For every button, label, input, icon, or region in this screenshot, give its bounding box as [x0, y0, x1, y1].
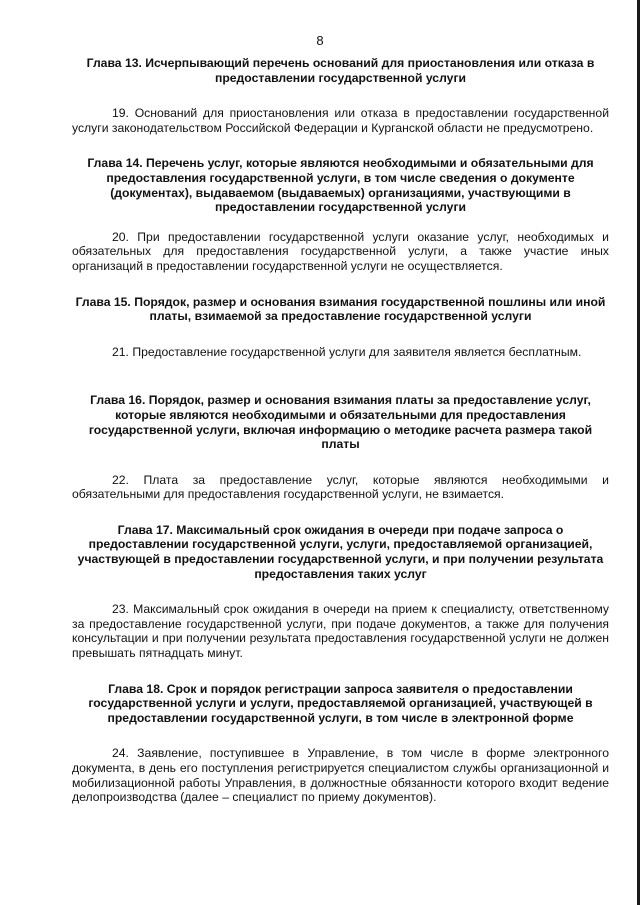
- paragraph-19: 19. Оснований для приостановления или отказа в предоставлении государственной услуги законодательством Российской Федерации и Курганской области не предусмотрено.: [72, 106, 609, 135]
- chapter-16-heading: Глава 16. Порядок, размер и основания взимания платы за предоставление услуг, которые являются необходимыми и обязательными для предоставления государственной услуги, включая информацию о методике расчета размера такой платы: [88, 393, 593, 452]
- chapter-18-heading: Глава 18. Срок и порядок регистрации запроса заявителя о предоставлении государственной услуги и услуги, предоставляемой организацией, участвующей в предоставлении государственной услуги, в том числе в электронной форме: [88, 681, 593, 725]
- page-number: 8: [316, 33, 324, 48]
- paragraph-24: 24. Заявление, поступившее в Управление, в том числе в форме электронного документа, в день его поступления регистрируется специалистом службы организационной и мобилизационной работы Управления, в должностные обязанности которого входит ведение делопроизводства (далее – специалист по приему документов).: [72, 746, 609, 805]
- paragraph-21: 21. Предоставление государственной услуги для заявителя является бесплатным.: [112, 344, 582, 359]
- paragraph-22: 22. Плата за предоставление услуг, которые являются необходимыми и обязательными для предоставления государственной услуги, не взимается.: [72, 472, 609, 502]
- chapter-17-heading: Глава 17. Максимальный срок ожидания в очереди при подаче запроса о предоставлении государственной услуги, услуги, предоставляемой организацией, участвующей в предоставлении государственной услуги, и при получении результата предоставления таких услуг: [77, 522, 604, 581]
- chapter-14-heading: Глава 14. Перечень услуг, которые являются необходимыми и обязательными для предоставления государственной услуги, в том числе сведения о документе (документах), выдаваемом (выдаваемых) организациями, участвующими в предоставлении государственной услуги: [87, 156, 594, 215]
- document-body: [72, 56, 609, 805]
- paragraph-23: 23. Максимальный срок ожидания в очереди на прием к специалисту, ответственному за предоставление государственной услуги, при подаче документов, а также для получения консультации и при получении результата предоставления государственной услуги не должен превышать пятнадцать минут.: [72, 602, 609, 661]
- chapter-13-heading: Глава 13. Исчерпывающий перечень оснований для приостановления или отказа в предоставлении государственной услуги: [86, 56, 595, 85]
- chapter-15-heading: Глава 15. Порядок, размер и основания взимания государственной пошлины или иной платы, взимаемой за предоставление государственной услуги: [75, 294, 606, 324]
- paragraph-20: 20. При предоставлении государственной услуги оказание услуг, необходимых и обязательных для предоставления государственной услуги, а также участие иных организаций в предоставлении государственной услуги не осуществляется.: [72, 229, 609, 273]
